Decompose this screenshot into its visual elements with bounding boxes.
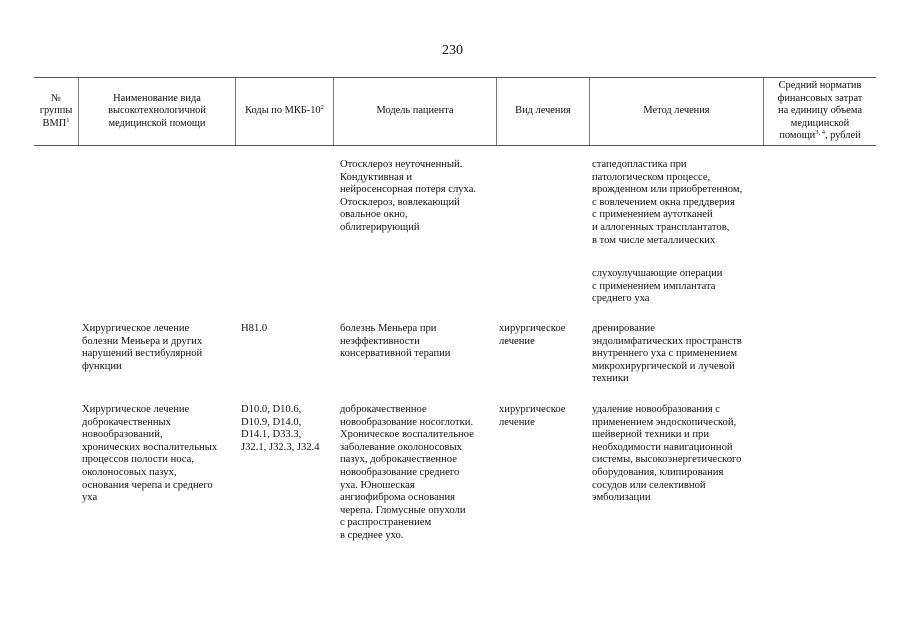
row1-method-1: стапедопластика при патологическом процессе, врожденном или приобретенном, с вовлечением окна преддверия с применением аутотканей и аллогенных трансплантатов, в том числе металлических — [592, 159, 743, 246]
row2-codes: H81.0 — [241, 323, 268, 334]
header-type-label: Наименование вида высокотехнологичной медицинской помощи — [108, 92, 206, 129]
table-header-rule — [34, 145, 876, 146]
row3-model: доброкачественное новообразование носоглотки. Хроническое воспалительное заболевание околоносовых пазух, доброкачественное новообразование среднего уха. Юношеская ангиофиброма основания черепа. Гломусные опухоли с распространением в среднее ухо. — [340, 404, 474, 541]
row3-codes: D10.0, D10.6, D10.9, D14.0, D14.1, D33.3, J32.1, J32.3, J32.4 — [241, 404, 320, 453]
header-method — [589, 78, 763, 145]
header-method-label: Метод лечения — [643, 105, 710, 117]
header-group-footnote: 1 — [66, 116, 70, 124]
header-codes-footnote: 2 — [320, 104, 324, 112]
header-codes — [235, 78, 333, 145]
row2-method: дренирование эндолимфатических пространств внутреннего уха с применением микрохирургической и лучевой техники — [592, 323, 742, 385]
row2-treatment: хирургическое лечение — [499, 323, 566, 347]
row2-model: болезнь Меньера при неэффективности консервативной терапии — [340, 323, 451, 360]
header-type — [78, 78, 235, 145]
row3-treatment: хирургическое лечение — [499, 404, 566, 428]
row3-type: Хирургическое лечение доброкачественных новообразований, хронических воспалительных процессов полости носа, околоносовых пазух, основания черепа и среднего уха — [82, 404, 218, 504]
header-treatment-label: Вид лечения — [515, 105, 571, 117]
page-number: 230 — [442, 43, 463, 58]
header-codes-label: Коды по МКБ-10 — [245, 105, 321, 117]
row3-method: удаление новообразования с применением эндоскопической, шейверной техники и при необходимости навигационной системы, высокоэнергетического оборудования, клипирования сосудов или селективной эмболизации — [592, 404, 742, 504]
row1-model: Отосклероз неуточненный. Кондуктивная и нейросенсорная потеря слуха. Отосклероз, вовлекающий овальное окно, облитерирующий — [340, 159, 477, 233]
header-cost-label: Средний норматив финансовых затрат на единицу объема медицинской помощи — [777, 80, 863, 142]
header-model-label: Модель пациента — [376, 105, 454, 117]
header-group-label: № группы ВМП — [39, 92, 73, 129]
row1-method-2: слухоулучшающие операции с применением имплантата среднего уха — [592, 268, 723, 305]
header-treatment — [496, 78, 589, 145]
header-cost-suffix: , рублей — [824, 130, 861, 142]
row2-type: Хирургическое лечение болезни Меньера и других нарушений вестибулярной функции — [82, 323, 203, 372]
header-model — [333, 78, 496, 145]
header-group — [34, 78, 78, 145]
header-cost-footnote: 3, 4 — [815, 129, 825, 137]
header-cost — [763, 78, 876, 145]
